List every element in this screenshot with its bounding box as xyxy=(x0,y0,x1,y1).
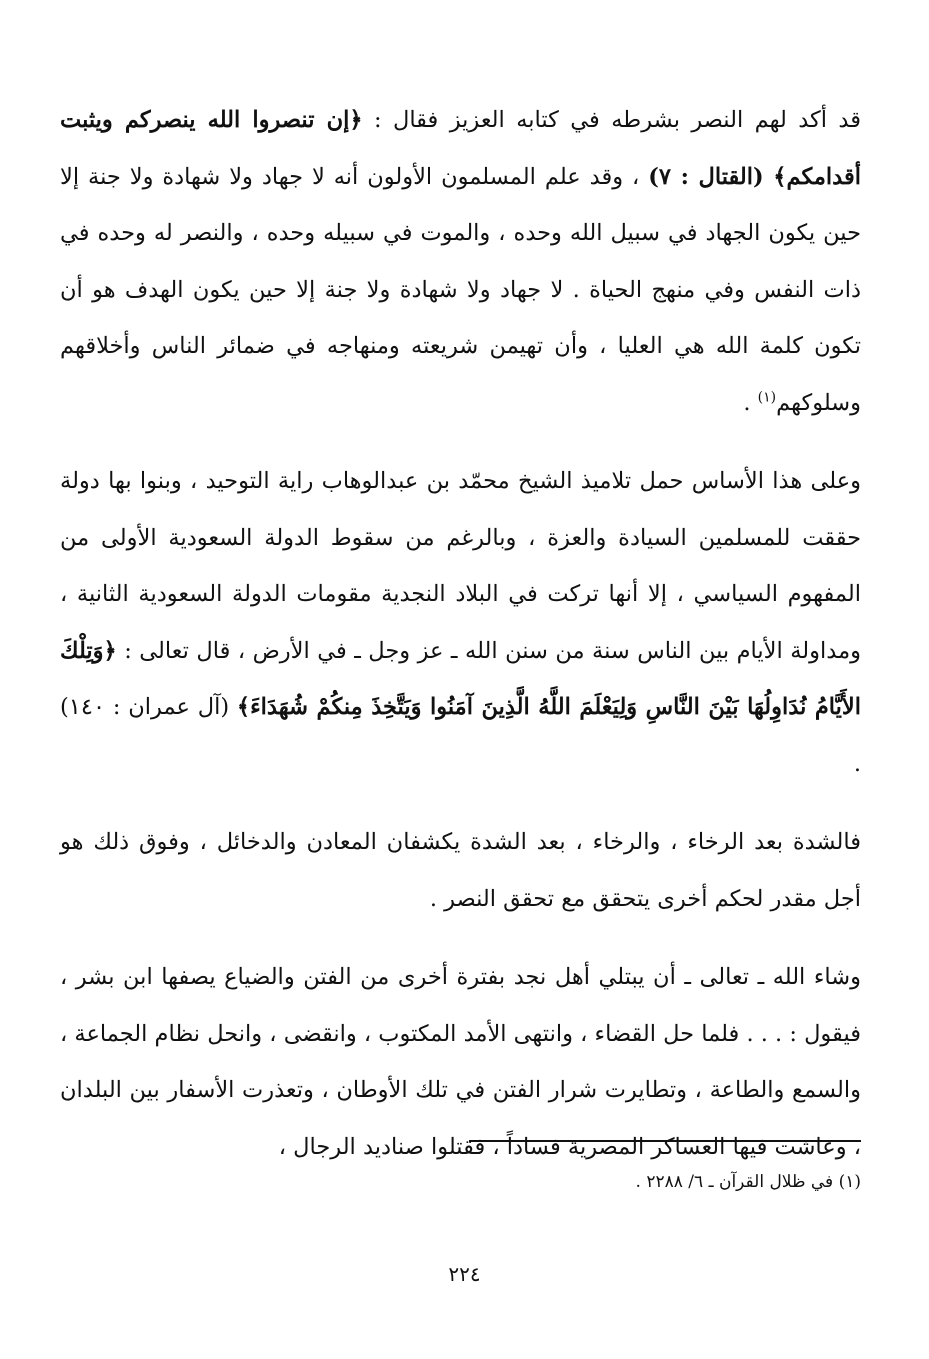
footnote: (١) في ظلال القرآن ـ ٦/ ٢٢٨٨ . xyxy=(635,1172,861,1192)
paragraph-text: . xyxy=(743,389,758,416)
paragraph-text: وعلى هذا الأساس حمل تلاميذ الشيخ محمّد بن عبدالوهاب راية التوحيد ، وبنوا بها دولة حققت للمسلمين السيادة والعزة ، وبالرغم من سقوط الدولة السعودية الأولى من المفهوم السياسي ، إلا أنها تركت في البلاد النجدية مقومات الدولة السعودية الثانية ، ومداولة الأيام بين الناس سنة من سنن الله ـ عز وجل ـ في الأرض ، قال تعالى : xyxy=(60,468,861,664)
paragraph-text: ، وقد علم المسلمون الأولون أنه لا جهاد ولا شهادة ولا جنة إلا حين يكون الجهاد في سبيل الله وحده ، والموت في سبيله وحده ، والنصر له وحده في ذات النفس وفي منهج الحياة . لا جهاد ولا شهادة ولا جنة إلا حين يكون الهدف هو أن تكون كلمة الله هي العليا ، وأن تهيمن شريعته ومنهاجه في ضمائر الناس وأخلاقهم وسلوكهم xyxy=(60,163,861,416)
footnote-marker: (١) xyxy=(757,389,777,405)
quran-verse: ﴿وَتِلْكَ الأَيَّامُ نُدَاوِلُهَا بَيْنَ النَّاسِ وَلِيَعْلَمَ اللَّهُ الَّذِينَ آمَنُوا وَيَتَّخِذَ مِنكُمْ شُهَدَاءَ﴾ xyxy=(60,637,861,720)
paragraph-text: قد أكد لهم النصر بشرطه في كتابه العزيز فقال : xyxy=(362,107,861,133)
paragraph-text: (آل عمران : ١٤٠) . xyxy=(60,694,861,777)
page-body xyxy=(60,92,861,1197)
page-number: ٢٢٤ xyxy=(448,1262,481,1286)
footnote-divider xyxy=(469,1140,861,1142)
quran-verse: ﴿إن تنصروا الله ينصركم ويثبت أقدامكم﴾ (القتال : ٧) xyxy=(60,107,861,190)
paragraph-text: فالشدة بعد الرخاء ، والرخاء ، بعد الشدة يكشفان المعادن والدخائل ، وفوق ذلك هو أجل مقدر لحكم أخرى يتحقق مع تحقق النصر . xyxy=(60,829,861,912)
paragraph xyxy=(60,453,861,792)
paragraph xyxy=(60,814,861,927)
paragraph-text: وشاء الله ـ تعالى ـ أن يبتلي أهل نجد بفترة أخرى من الفتن والضياع يصفها ابن بشر ، فيقول : . . . فلما حل القضاء ، وانتهى الأمد المكتوب ، وانقضى ، وانحل نظام الجماعة ، والسمع والطاعة ، وتطايرت شرار الفتن في تلك الأوطان ، وتعذرت الأسفار بين البلدان ، وعاشت فيها العساكر المصرية فساداً ، فقتلوا صناديد الرجال ، xyxy=(59,964,861,1160)
paragraph xyxy=(60,92,861,431)
